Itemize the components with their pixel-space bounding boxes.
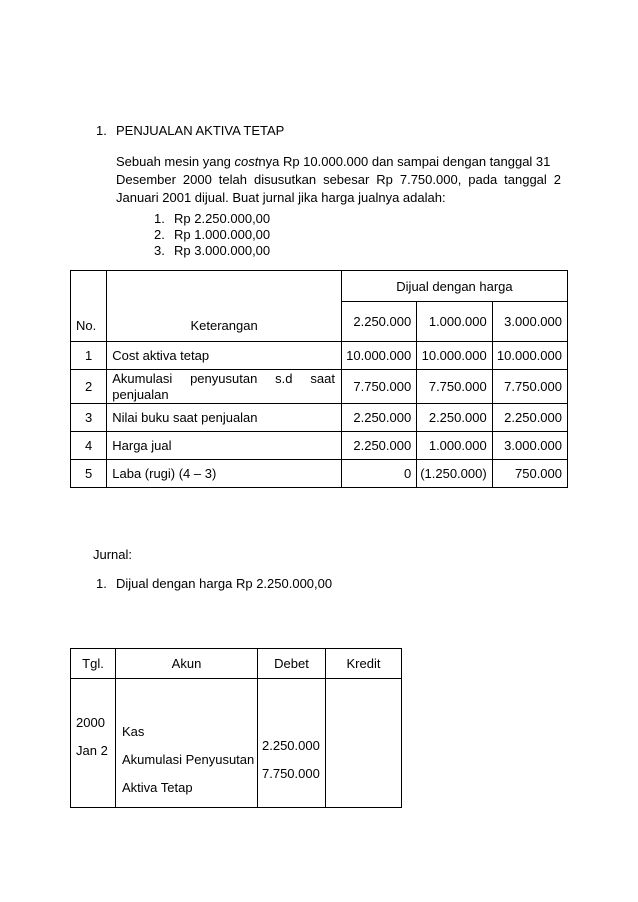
header-tgl: Tgl. bbox=[71, 649, 116, 679]
table-row bbox=[71, 370, 568, 404]
option-3 bbox=[154, 243, 270, 259]
row-description-line-1 bbox=[112, 371, 335, 387]
option-number: 2. bbox=[154, 227, 165, 242]
entry-credit bbox=[326, 679, 402, 808]
entry-date bbox=[71, 679, 116, 808]
header-price: 2.250.000 bbox=[341, 302, 416, 342]
header-akun: Akun bbox=[116, 649, 258, 679]
jurnal-label: Jurnal: bbox=[93, 547, 133, 562]
debit-value: 2.250.000 bbox=[262, 738, 320, 753]
row-value: 10.000.000 bbox=[417, 342, 492, 370]
journal-table bbox=[70, 648, 402, 808]
problem-paragraph bbox=[116, 153, 561, 207]
entry-accounts bbox=[116, 679, 258, 808]
header-kredit: Kredit bbox=[326, 649, 402, 679]
option-number: 1. bbox=[154, 211, 165, 226]
row-description: Laba (rugi) (4 – 3) bbox=[107, 460, 342, 488]
section-number: 1. bbox=[96, 123, 107, 138]
row-value: 7.750.000 bbox=[417, 370, 492, 404]
word: Akumulasi bbox=[112, 370, 173, 386]
table-row bbox=[71, 460, 568, 488]
row-description: Harga jual bbox=[107, 432, 342, 460]
para-line-3: Januari 2001 dijual. Buat jurnal jika harga jualnya adalah: bbox=[116, 190, 446, 205]
row-value: 7.750.000 bbox=[341, 370, 416, 404]
row-number: 5 bbox=[71, 460, 107, 488]
row-number: 4 bbox=[71, 432, 107, 460]
header-dijual: Dijual dengan harga bbox=[341, 271, 567, 302]
header-price: 1.000.000 bbox=[417, 302, 492, 342]
entry-year: 2000 bbox=[76, 715, 105, 730]
header-debet: Debet bbox=[258, 649, 326, 679]
jurnal-item bbox=[96, 576, 332, 591]
option-number: 3. bbox=[154, 243, 165, 258]
table-row bbox=[71, 342, 568, 370]
header-keterangan: Keterangan bbox=[107, 271, 342, 342]
row-value: 2.250.000 bbox=[492, 404, 567, 432]
journal-entry-row bbox=[71, 679, 402, 808]
sales-table bbox=[70, 270, 568, 488]
para-line-1 bbox=[116, 153, 561, 171]
row-number: 2 bbox=[71, 370, 107, 404]
row-number: 1 bbox=[71, 342, 107, 370]
option-text: Rp 2.250.000,00 bbox=[174, 211, 271, 226]
row-value: 7.750.000 bbox=[492, 370, 567, 404]
header-price: 3.000.000 bbox=[492, 302, 567, 342]
debit-value: 7.750.000 bbox=[262, 766, 320, 781]
row-value: (1.250.000) bbox=[417, 460, 492, 488]
row-description-line-2: penjualan bbox=[112, 386, 169, 402]
jurnal-item-number: 1. bbox=[96, 576, 107, 591]
account-name: Akumulasi Penyusutan bbox=[122, 752, 255, 767]
row-value: 1.000.000 bbox=[417, 432, 492, 460]
para-italic: cost bbox=[234, 154, 259, 169]
row-description: Cost aktiva tetap bbox=[107, 342, 342, 370]
entry-day: Jan 2 bbox=[76, 743, 108, 758]
row-number: 3 bbox=[71, 404, 107, 432]
row-value: 10.000.000 bbox=[492, 342, 567, 370]
table-row bbox=[71, 432, 568, 460]
row-value: 3.000.000 bbox=[492, 432, 567, 460]
row-value: 2.250.000 bbox=[341, 432, 416, 460]
option-1 bbox=[154, 211, 270, 227]
jurnal-item-text: Dijual dengan harga Rp 2.250.000,00 bbox=[116, 576, 333, 591]
row-value: 750.000 bbox=[492, 460, 567, 488]
para-line-2: Desember 2000 telah disusutkan sebesar Rp 7.750.000, pada tanggal 2 bbox=[116, 172, 561, 187]
option-2 bbox=[154, 227, 270, 243]
word: penyusutan bbox=[190, 370, 258, 386]
row-value: 10.000.000 bbox=[341, 342, 416, 370]
entry-debit bbox=[258, 679, 326, 808]
row-value: 2.250.000 bbox=[417, 404, 492, 432]
table-row bbox=[71, 404, 568, 432]
para-text: Sebuah mesin yang bbox=[116, 154, 235, 169]
row-description: Nilai buku saat penjualan bbox=[107, 404, 342, 432]
section-heading bbox=[96, 123, 284, 138]
option-text: Rp 3.000.000,00 bbox=[174, 243, 271, 258]
word: saat bbox=[310, 370, 335, 386]
option-text: Rp 1.000.000,00 bbox=[174, 227, 271, 242]
account-name: Kas bbox=[122, 724, 145, 739]
row-value: 0 bbox=[341, 460, 416, 488]
account-name: Aktiva Tetap bbox=[122, 780, 193, 795]
row-value: 2.250.000 bbox=[341, 404, 416, 432]
section-title: PENJUALAN AKTIVA TETAP bbox=[116, 123, 285, 138]
row-description bbox=[107, 370, 342, 404]
header-no: No. bbox=[71, 271, 107, 342]
para-text-rest: nya Rp 10.000.000 dan sampai dengan tanggal 31 bbox=[258, 154, 551, 169]
word: s.d bbox=[275, 370, 293, 386]
